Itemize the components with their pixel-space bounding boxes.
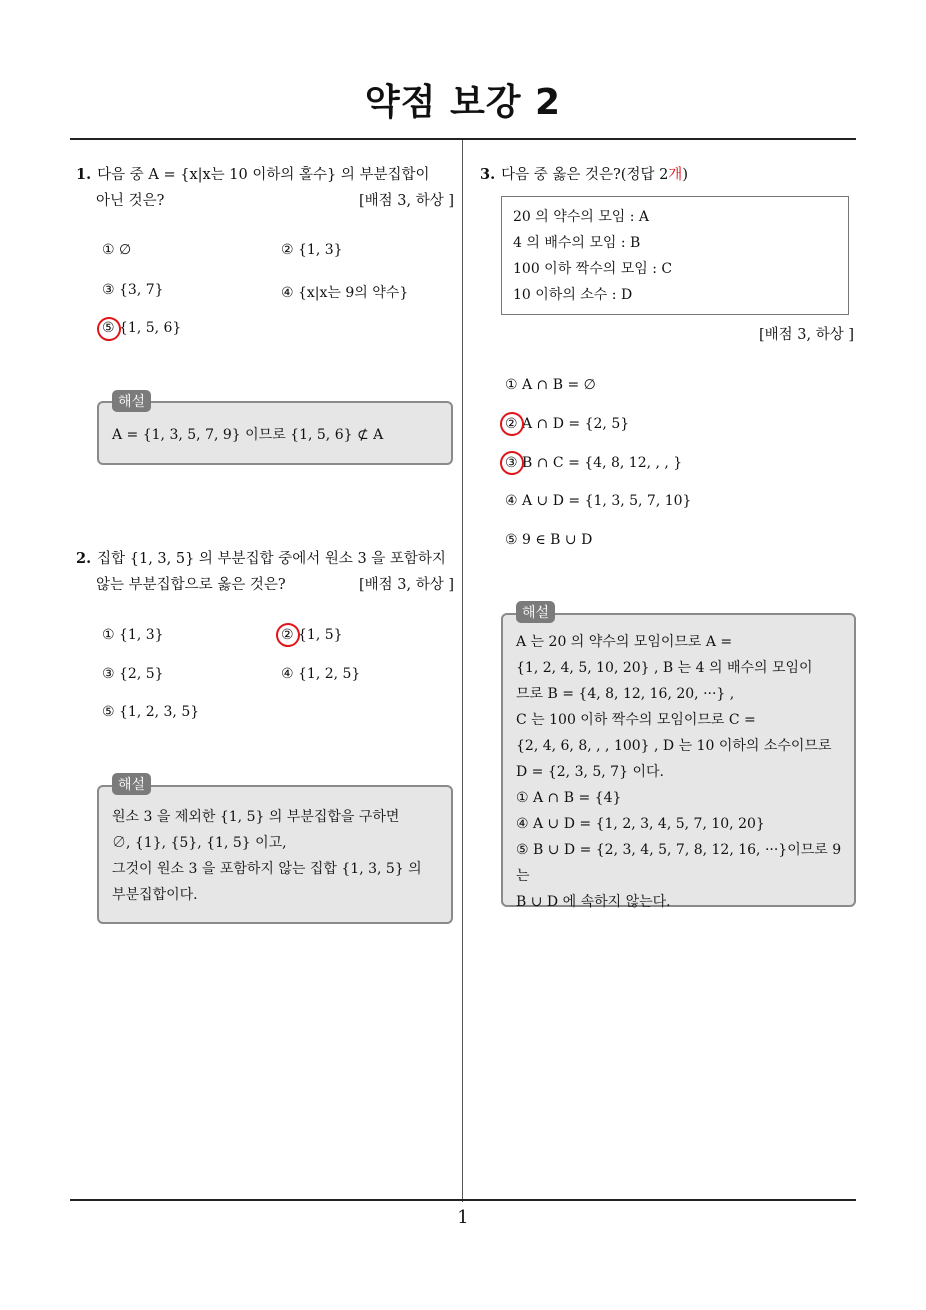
q3-solution-line: ⑤ B ∪ D = {2, 3, 4, 5, 7, 8, 12, 16, ···}이므로 9 는 — [516, 842, 842, 884]
question-1-text: 다음 중 A = {x|x는 10 이하의 홀수} 의 부분집합이 — [97, 167, 430, 183]
question-3 — [480, 162, 688, 188]
question-3-points: [배점 3, 하상 ] — [758, 327, 854, 343]
question-2-line1 — [76, 546, 454, 572]
q2-option-5[interactable]: ⑤ {1, 2, 3, 5} — [102, 704, 200, 720]
question-2 — [76, 546, 454, 598]
title-divider — [70, 138, 856, 140]
q3-solution-text — [516, 629, 842, 915]
q3-solution-line: 므로 B = {4, 8, 12, 16, 20, ···} , — [516, 686, 735, 702]
q3-solution-line: ① A ∩ B = {4} — [516, 790, 622, 806]
q3-solution-tag: 해설 — [516, 601, 555, 623]
q2-option-4[interactable]: ④ {1, 2, 5} — [281, 666, 361, 682]
q3-definition-box — [501, 196, 849, 315]
q3-definition-line: 100 이하 짝수의 모임 : C — [513, 261, 673, 277]
page-number: 1 — [457, 1207, 469, 1228]
q3-solution-line: D = {2, 3, 5, 7} 이다. — [516, 764, 664, 780]
q2-option-3[interactable]: ③ {2, 5} — [102, 666, 164, 682]
question-2-text: 집합 {1, 3, 5} 의 부분집합 중에서 원소 3 을 포함하지 — [97, 551, 446, 567]
q3-solution-line: B ∪ D 에 속하지 않는다. — [516, 894, 671, 910]
answer-circle-mark — [498, 449, 526, 477]
q3-option-3[interactable]: ③ B ∩ C = {4, 8, 12, , , } — [505, 455, 683, 471]
q3-definition-line: 20 의 약수의 모임 : A — [513, 209, 650, 225]
q3-definitions — [513, 204, 672, 308]
q3-solution-box — [501, 613, 856, 910]
q3-option-2[interactable]: ② A ∩ D = {2, 5} — [505, 416, 630, 432]
q1-option-5[interactable]: ⑤ {1, 5, 6} — [102, 320, 182, 336]
q3-solution-line: {2, 4, 6, 8, , , 100} , D 는 10 이하의 소수이므로 — [516, 738, 832, 754]
q2-solution-line: 원소 3 을 제외한 {1, 5} 의 부분집합을 구하면 — [112, 809, 400, 825]
q2-solution-line: ∅, {1}, {5}, {1, 5} 이고, — [112, 835, 287, 851]
q3-option-5[interactable]: ⑤ 9 ∈ B ∪ D — [505, 532, 593, 548]
q1-option-1[interactable]: ① ∅ — [102, 242, 132, 258]
q3-solution-line: C 는 100 이하 짝수의 모임이므로 C = — [516, 712, 756, 728]
question-1-text-2: 아닌 것은? — [96, 193, 165, 209]
q3-definition-line: 4 의 배수의 모임 : B — [513, 235, 641, 251]
question-1 — [76, 162, 454, 214]
q2-option-2[interactable]: ② {1, 5} — [281, 627, 343, 643]
q3-option-1[interactable]: ① A ∩ B = ∅ — [505, 377, 596, 393]
q1-solution-text: A = {1, 3, 5, 7, 9} 이므로 {1, 5, 6} ⊄ A — [112, 427, 384, 443]
q2-solution-line: 그것이 원소 3 을 포함하지 않는 집합 {1, 3, 5} 의 — [112, 861, 422, 877]
question-1-line1 — [76, 162, 454, 188]
question-2-text-2: 않는 부분집합으로 옳은 것은? — [96, 577, 286, 593]
question-2-line2 — [76, 572, 454, 598]
q2-solution-line: 부분집합이다. — [112, 887, 198, 903]
page-title: 약점 보강 2 — [364, 82, 562, 123]
column-divider — [462, 140, 463, 1202]
q1-option-4[interactable]: ④ {x|x는 9의 약수} — [281, 285, 409, 301]
q2-solution-tag: 해설 — [112, 773, 151, 795]
q1-option-3[interactable]: ③ {3, 7} — [102, 282, 164, 298]
q1-option-2[interactable]: ② {1, 3} — [281, 242, 343, 258]
q3-solution-line: ④ A ∪ D = {1, 2, 3, 4, 5, 7, 10, 20} — [516, 816, 765, 832]
question-3-text-red: 개 — [668, 167, 683, 183]
q3-solution-line: A 는 20 의 약수의 모임이므로 A = — [516, 634, 733, 650]
footer-divider — [70, 1199, 856, 1201]
question-1-number: 1. — [76, 166, 92, 183]
q3-solution-line: {1, 2, 4, 5, 10, 20} , B 는 4 의 배수의 모임이 — [516, 660, 813, 676]
q3-definition-line: 10 이하의 소수 : D — [513, 287, 633, 303]
question-1-line2 — [76, 188, 454, 214]
q2-option-1[interactable]: ① {1, 3} — [102, 627, 164, 643]
q2-solution-box — [97, 785, 453, 924]
question-2-number: 2. — [76, 550, 92, 567]
q2-solution-text — [112, 804, 422, 908]
q3-option-4[interactable]: ④ A ∪ D = {1, 3, 5, 7, 10} — [505, 493, 692, 509]
question-3-number: 3. — [480, 166, 496, 183]
question-3-text: 다음 중 옳은 것은?(정답 2 — [501, 167, 669, 183]
question-1-points: [배점 3, 하상 ] — [358, 193, 454, 209]
answer-circle-mark — [498, 410, 526, 438]
q1-solution-tag: 해설 — [112, 390, 151, 412]
question-2-points: [배점 3, 하상 ] — [358, 577, 454, 593]
answer-circle-mark — [274, 621, 302, 649]
question-3-text-end: ) — [682, 167, 688, 183]
q1-solution-box — [97, 401, 453, 465]
